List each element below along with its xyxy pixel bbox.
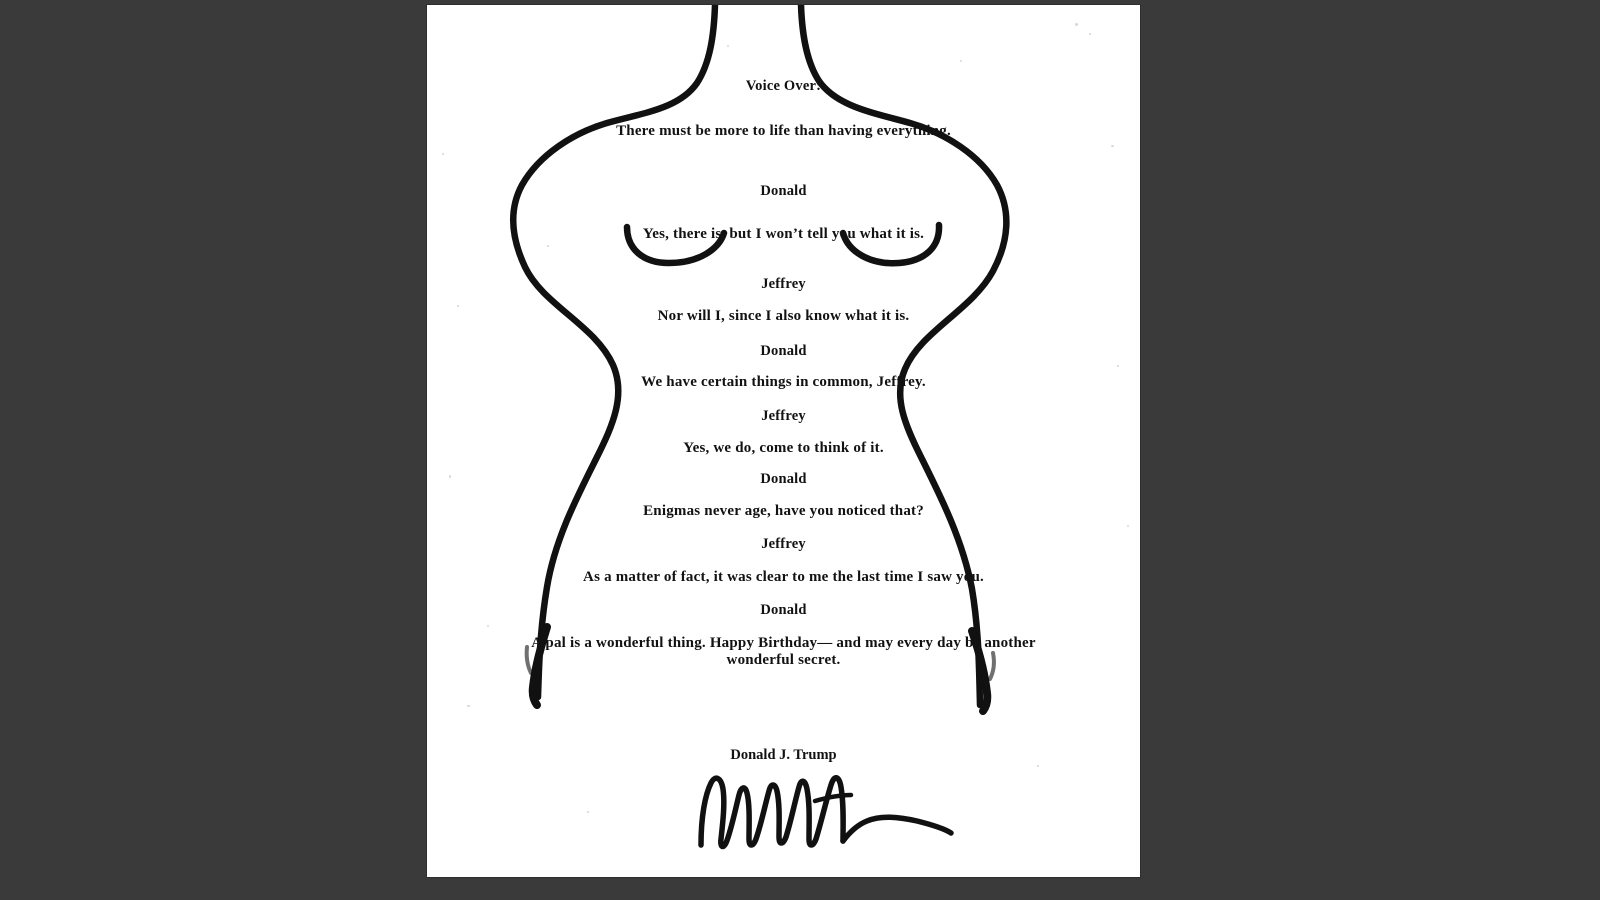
signature-name: Donald J. Trump (730, 747, 837, 763)
speaker-jeffrey-3: Jeffrey (761, 536, 806, 552)
dialog-donald-2: We have certain things in common, Jeffrey. (641, 374, 926, 390)
dialog-donald-4b: wonderful secret. (726, 652, 841, 668)
scanned-page (427, 5, 1140, 877)
dialog-jeffrey-2: Yes, we do, come to think of it. (683, 440, 884, 456)
voice-over-text: There must be more to life than having everything. (616, 123, 951, 139)
dialog-jeffrey-1: Nor will I, since I also know what it is. (657, 308, 910, 324)
dialog-jeffrey-3: As a matter of fact, it was clear to me the last time I saw you. (583, 569, 984, 585)
signature-mark (695, 757, 955, 857)
speaker-donald-4: Donald (760, 602, 807, 618)
speaker-jeffrey-2: Jeffrey (761, 408, 806, 424)
speaker-donald-3: Donald (760, 471, 807, 487)
dialog-donald-4a: A pal is a wonderful thing. Happy Birthday— and may every day be another (531, 635, 1036, 651)
voice-over-label: Voice Over: (745, 78, 822, 94)
speaker-donald-2: Donald (760, 343, 807, 359)
dialog-donald-1: Yes, there is, but I won’t tell you what it is. (642, 226, 925, 242)
speaker-jeffrey-1: Jeffrey (761, 276, 806, 292)
dialog-donald-3: Enigmas never age, have you noticed that? (643, 503, 924, 519)
speaker-donald-1: Donald (760, 183, 807, 199)
